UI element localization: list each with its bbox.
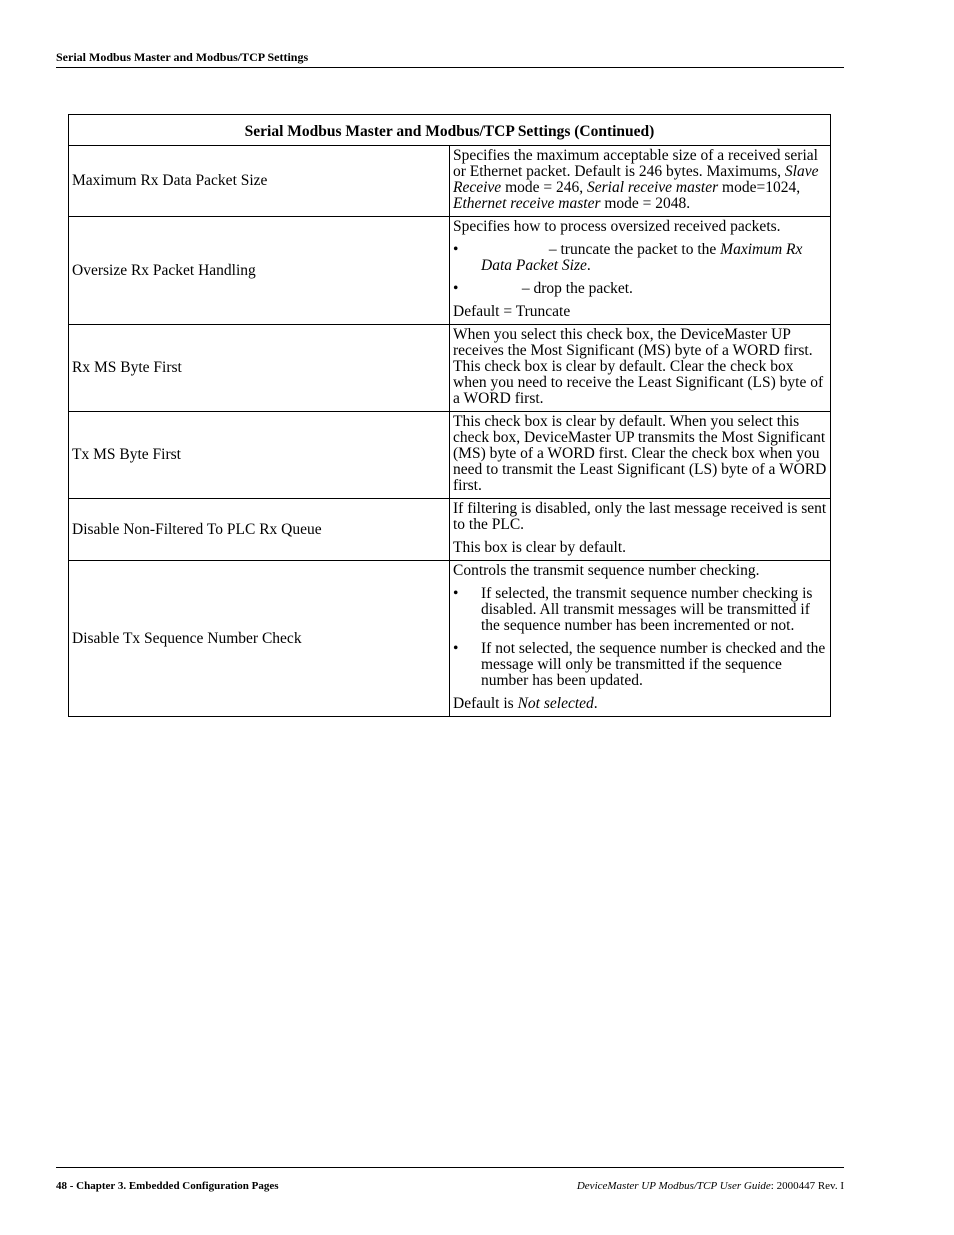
table-title-row [69, 115, 831, 146]
table-title: Serial Modbus Master and Modbus/TCP Settings (Continued) [69, 115, 831, 146]
desc-italic: Not selected [517, 695, 594, 712]
table-row [69, 412, 831, 499]
bullet: • [453, 280, 459, 297]
bullet: • [453, 585, 459, 602]
setting-description [450, 499, 831, 561]
table-row [69, 561, 831, 717]
desc-default [453, 696, 827, 712]
desc-text: mode = 2048. [600, 195, 691, 212]
desc-text: – drop the packet. [518, 280, 633, 297]
bullet: • [453, 241, 459, 258]
desc-text: If selected, the transmit sequence number checking is disabled. All transmit messages will be transmitted if the sequence number has been incremented or not. [481, 585, 813, 634]
settings-table [68, 114, 831, 717]
desc-text: If filtering is disabled, only the last message received is sent to the PLC. [453, 500, 827, 533]
bullet: • [453, 640, 459, 657]
setting-description [450, 146, 831, 217]
table-row [69, 499, 831, 561]
desc-italic: Slave Receive [453, 163, 819, 196]
desc-text: When you select this check box, the DeviceMaster UP receives the Most Significant (MS) byte of a WORD first. This check box is clear by default. Clear the check box when you need to receive the Least Significant (LS) byte of a WORD first. [453, 326, 824, 407]
setting-name: Disable Tx Sequence Number Check [69, 561, 450, 717]
table-row [69, 217, 831, 325]
footer-doc-title [577, 1180, 844, 1192]
desc-text: . [586, 257, 591, 274]
desc-text: mode=1024, [718, 179, 801, 196]
desc-text: This box is clear by default. [453, 539, 627, 556]
list-item [453, 242, 827, 274]
setting-description [450, 217, 831, 325]
desc-intro: Specifies how to process oversized received packets. [453, 218, 781, 235]
setting-description [450, 561, 831, 717]
setting-name: Tx MS Byte First [69, 412, 450, 499]
footer-revision: : 2000447 Rev. I [770, 1180, 844, 1192]
desc-text: This check box is clear by default. When you select this check box, DeviceMaster UP transmits the Most Significant (MS) byte of a WORD first. Clear the check box when you need to transmit the Least Significant (LS) byte of a WORD first. [453, 413, 827, 494]
desc-text: mode = 246, [501, 179, 587, 196]
setting-name: Rx MS Byte First [69, 325, 450, 412]
desc-italic: Maximum Rx Data Packet Size [481, 241, 803, 274]
option-list [453, 242, 827, 297]
desc-text: – truncate the packet to the [545, 241, 721, 258]
table-row [69, 325, 831, 412]
setting-description [450, 325, 831, 412]
option-list [453, 586, 827, 689]
desc-italic: Ethernet receive master [453, 195, 601, 212]
desc-text: Default is [453, 695, 518, 712]
footer-page-info: 48 - Chapter 3. Embedded Configuration Pages [56, 1180, 279, 1192]
setting-name: Oversize Rx Packet Handling [69, 217, 450, 325]
setting-description [450, 412, 831, 499]
setting-name: Maximum Rx Data Packet Size [69, 146, 450, 217]
running-header: Serial Modbus Master and Modbus/TCP Settings [56, 50, 844, 68]
table-row [69, 146, 831, 217]
list-item [453, 281, 827, 297]
desc-text: Specifies the maximum acceptable size of a received serial or Ethernet packet. Default is 246 bytes. Maximums, [453, 147, 818, 180]
desc-italic: Serial receive master [587, 179, 719, 196]
footer-rule [56, 1167, 844, 1168]
setting-name: Disable Non-Filtered To PLC Rx Queue [69, 499, 450, 561]
list-item [453, 586, 827, 634]
desc-default: Default = Truncate [453, 303, 571, 320]
footer-guide-name: DeviceMaster UP Modbus/TCP User Guide [576, 1180, 771, 1192]
desc-intro: Controls the transmit sequence number checking. [453, 562, 760, 579]
list-item [453, 641, 827, 689]
desc-text: If not selected, the sequence number is checked and the message will only be transmitted if the sequence number has been updated. [481, 640, 826, 689]
desc-text: . [593, 695, 598, 712]
